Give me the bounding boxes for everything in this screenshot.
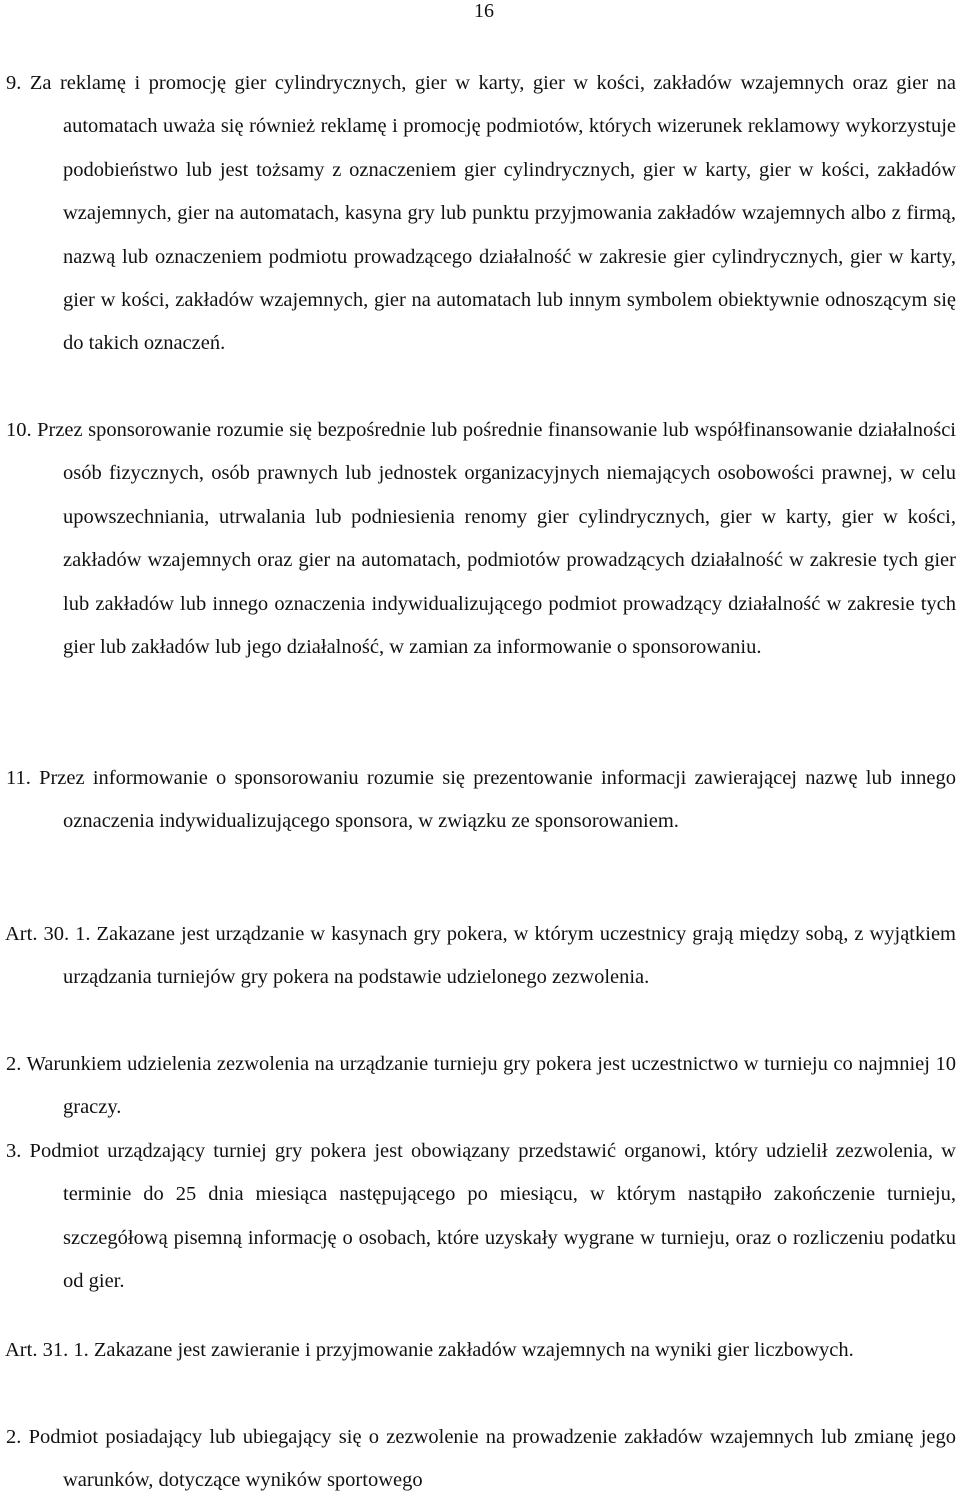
article-30-section-1	[0, 913, 960, 1000]
paragraph-10	[0, 409, 960, 669]
paragraph-text: Art. 31. 1. Zakazane jest zawieranie i przyjmowanie zakładów wzajemnych na wyniki gier liczbowych.	[5, 1339, 854, 1361]
paragraph-9	[0, 62, 960, 366]
paragraph-text: 10. Przez sponsorowanie rozumie się bezpośrednie lub pośrednie finansowanie lub współfinansowanie działalności osób fizycznych, osób prawnych lub jednostek organizacyjnych niemających osobowości prawnej, w celu upowszechniania, utrwalania lub podniesienia renomy gier cylindrycznych, gier w karty, gier w kości, zakładów wzajemnych oraz gier na automatach, podmiotów prowadzących działalność w zakresie tych gier lub zakładów lub innego oznaczenia indywidualizującego podmiot prowadzący działalność w zakresie tych gier lub zakładów lub jego działalność, w zamian za informowanie o sponsorowaniu.	[6, 419, 956, 659]
paragraph-text: 2. Warunkiem udzielenia zezwolenia na urządzanie turnieju gry pokera jest uczestnictwo w turnieju co najmniej 10 graczy.	[6, 1053, 956, 1119]
article-30-section-3	[0, 1130, 960, 1304]
paragraph-text: 3. Podmiot urządzający turniej gry pokera jest obowiązany przedstawić organowi, który udzielił zezwolenia, w terminie do 25 dnia miesiąca następującego po miesiącu, w którym nastąpiło zakończenie turnieju, szczegółową pisemną informację o osobach, które uzyskały wygrane w turnieju, oraz o rozliczeniu podatku od gier.	[6, 1140, 956, 1293]
article-31-section-2	[0, 1416, 960, 1503]
article-30-section-2	[0, 1043, 960, 1130]
paragraph-text: 2. Podmiot posiadający lub ubiegający się o zezwolenie na prowadzenie zakładów wzajemnych lub zmianę jego warunków, dotyczące wyników sportowego	[6, 1426, 956, 1492]
paragraph-11	[0, 757, 960, 844]
paragraph-text: 11. Przez informowanie o sponsorowaniu rozumie się prezentowanie informacji zawierającej nazwę lub innego oznaczenia indywidualizującego sponsora, w związku ze sponsorowaniem.	[6, 767, 956, 833]
paragraph-text: 9. Za reklamę i promocję gier cylindrycznych, gier w karty, gier w kości, zakładów wzajemnych oraz gier na automatach uważa się również reklamę i promocję podmiotów, których wizerunek reklamowy wykorzystuje podobieństwo lub jest tożsamy z oznaczeniem gier cylindrycznych, gier w karty, gier w kości, zakładów wzajemnych, gier na automatach, kasyna gry lub punktu przyjmowania zakładów wzajemnych albo z firmą, nazwą lub oznaczeniem podmiotu prowadzącego działalność w zakresie gier cylindrycznych, gier w karty, gier w kości, zakładów wzajemnych, gier na automatach lub innym symbolem obiektywnie odnoszącym się do takich oznaczeń.	[6, 72, 956, 355]
paragraph-text: Art. 30. 1. Zakazane jest urządzanie w kasynach gry pokera, w którym uczestnicy grają między sobą, z wyjątkiem urządzania turniejów gry pokera na podstawie udzielonego zezwolenia.	[5, 923, 956, 989]
article-31-section-1	[0, 1329, 960, 1372]
page-number: 16	[474, 0, 494, 22]
